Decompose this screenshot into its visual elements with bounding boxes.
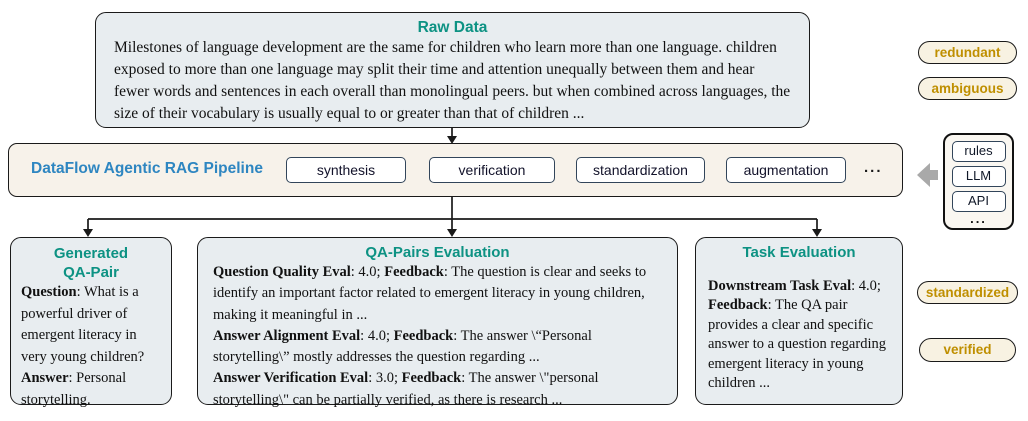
raw-data-text: Milestones of language development are the same for children who learn more than one language. children exposed to more than one language may split their time and attention unequally between them and hear fewer words and sentences in each overall than monolingual peers. but when combined across languages, the size of their vocabulary is usually equal to or greater than that of children ...: [114, 39, 791, 122]
stage-verification: verification: [429, 157, 555, 183]
generated-qa-pair-box: [10, 237, 172, 408]
qa-pairs-evaluation-box: [197, 237, 678, 408]
stage-standardization: standardization: [576, 157, 705, 183]
title-line-1: Generated: [53, 245, 129, 262]
question-line: Question: What is a powerful driver of emergent literacy in very young children?: [21, 284, 145, 365]
tool-api: API: [952, 191, 1006, 212]
tool-rules: rules: [952, 141, 1006, 162]
tools-to-pipeline-arrow-icon: [917, 163, 938, 187]
badge-standardized: standardized: [917, 281, 1018, 304]
tools-box: [943, 133, 1014, 230]
downstream-task-line: Downstream Task Eval: 4.0; Feedback: The QA pair provides a clear and specific answer to a question regarding emergent literacy in young children ...: [708, 277, 886, 392]
qa-pair-text: [21, 282, 161, 411]
answer-line: Answer: Personal storytelling.: [21, 370, 127, 408]
tool-llm: LLM: [952, 166, 1006, 187]
qa-pairs-evaluation-text: [213, 262, 662, 411]
task-evaluation-title: Task Evaluation: [742, 244, 856, 261]
tools-ellipsis: ...: [970, 211, 987, 226]
title-line-2: QA-Pair: [63, 264, 119, 281]
badge-verified: verified: [919, 338, 1016, 362]
task-evaluation-text: [708, 277, 890, 395]
pipeline-title: DataFlow Agentic RAG Pipeline: [31, 160, 263, 177]
badge-redundant: redundant: [918, 41, 1017, 64]
pipeline-bar: [8, 143, 903, 197]
generated-qa-pair-title: [21, 244, 161, 282]
raw-data-title: Raw Data: [417, 19, 488, 36]
question-quality-line: Question Quality Eval: 4.0; Feedback: The question is clear and seeks to identify an important factor related to emergent literacy in young children, making it meaningful in ...: [213, 264, 647, 323]
stage-synthesis: synthesis: [286, 157, 406, 183]
stage-augmentation: augmentation: [726, 157, 846, 183]
qa-pairs-evaluation-title: QA-Pairs Evaluation: [365, 244, 510, 261]
badge-ambiguous: ambiguous: [918, 77, 1017, 100]
raw-data-box: [95, 12, 810, 128]
answer-verification-line: Answer Verification Eval: 3.0; Feedback: The answer \"personal storytelling\" can be partially verified, as there is research ...: [213, 370, 599, 408]
pipeline-ellipsis: ...: [864, 159, 883, 176]
task-evaluation-box: [695, 237, 903, 405]
answer-alignment-line: Answer Alignment Eval: 4.0; Feedback: The answer \“Personal storytelling\” mostly addresses the question regarding ...: [213, 327, 592, 366]
